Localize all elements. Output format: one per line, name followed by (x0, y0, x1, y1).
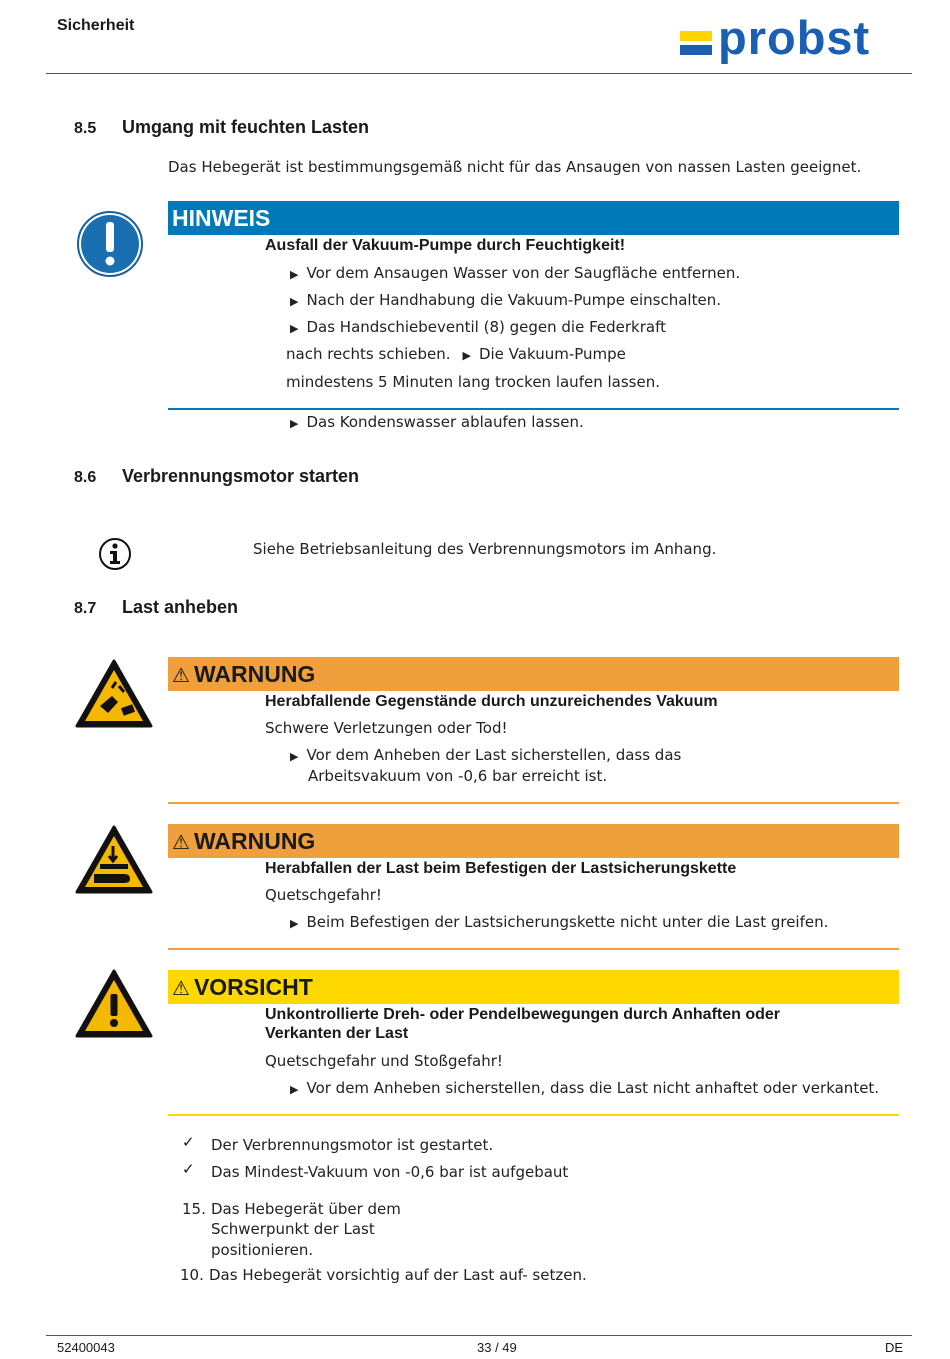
step-text: Schwerpunkt der Last (211, 1220, 375, 1238)
footer-divider (46, 1335, 912, 1336)
prerequisite: Das Mindest-Vakuum von -0,6 bar ist aufgebaut (211, 1163, 569, 1181)
section-number: 8.6 (74, 469, 97, 486)
hinweis-end-rule (168, 408, 899, 410)
step-number: 10. (180, 1266, 204, 1284)
warnung-end-rule (168, 802, 899, 804)
section-number: 8.5 (74, 120, 97, 137)
probst-logo (680, 11, 905, 68)
hinweis-subhead: Ausfall der Vakuum-Pumpe durch Feuchtigkeit! (265, 237, 626, 254)
arrow-bullet-icon: ▶ (290, 417, 299, 430)
warning-triangle-icon: ⚠ (172, 978, 190, 1000)
step-text: Das Hebegerät vorsichtig auf der Last auf- setzen. (209, 1266, 587, 1284)
warning-triangle-icon: ⚠ (172, 665, 190, 687)
warnung-consequence: Quetschgefahr! (265, 886, 382, 904)
list-item: ▶ Das Kondenswasser ablaufen lassen. (290, 413, 584, 431)
step-number: 15. (182, 1200, 206, 1218)
logo-bar-blue (680, 45, 712, 55)
vorsicht-banner (168, 970, 899, 1004)
list-item: ▶ Vor dem Ansaugen Wasser von der Saugfläche entfernen. (290, 264, 741, 282)
warning-triangle-icon: ⚠ (172, 832, 190, 854)
warnung-subhead: Herabfallen der Last beim Befestigen der Lastsicherungskette (265, 860, 737, 877)
warnung-end-rule (168, 948, 899, 950)
section-title: Verbrennungsmotor starten (122, 466, 360, 486)
list-item: ▶ Vor dem Anheben sicherstellen, dass die Last nicht anhaftet oder verkantet. (290, 1079, 880, 1097)
logo-bar-yellow (680, 31, 712, 41)
checkmark-icon: ✓ (182, 1160, 195, 1178)
warnung-label: WARNUNG (193, 661, 316, 687)
step-text: Das Hebegerät über dem (211, 1200, 401, 1218)
header-divider (46, 73, 912, 74)
warnung-label: WARNUNG (193, 828, 316, 854)
list-item: ▶ Beim Befestigen der Lastsicherungskette nicht unter die Last greifen. (290, 913, 829, 931)
hinweis-banner (168, 201, 899, 235)
list-item: ▶ Nach der Handhabung die Vakuum-Pumpe einschalten. (290, 291, 721, 309)
warnung-banner (168, 657, 899, 691)
vorsicht-subhead: Verkanten der Last (265, 1025, 409, 1042)
section-intro: Das Hebegerät ist bestimmungsgemäß nicht für das Ansaugen von nassen Lasten geeignet. (168, 158, 862, 176)
list-item: ▶ Vor dem Anheben der Last sicherstellen, dass das (290, 746, 682, 764)
info-text: Siehe Betriebsanleitung des Verbrennungsmotors im Anhang. (253, 540, 717, 558)
info-icon (98, 537, 132, 571)
crushing-hand-warning-icon (74, 824, 154, 896)
warnung-consequence: Schwere Verletzungen oder Tod! (265, 719, 508, 737)
list-item: nach rechts schieben. ▶ Die Vakuum-Pumpe (286, 345, 626, 363)
mandatory-notice-icon (76, 210, 144, 278)
step-text: positionieren. (211, 1241, 314, 1259)
warnung-banner (168, 824, 899, 858)
hinweis-label: HINWEIS (172, 205, 271, 231)
section-number: 8.7 (74, 600, 97, 617)
page-number: 33 / 49 (477, 1340, 517, 1355)
list-item-continuation: Arbeitsvakuum von -0,6 bar erreicht ist. (308, 767, 608, 785)
warnung-subhead: Herabfallende Gegenstände durch unzureichendes Vakuum (265, 693, 718, 710)
vorsicht-subhead: Unkontrollierte Dreh- oder Pendelbewegungen durch Anhaften oder (265, 1006, 781, 1023)
page-header-title: Sicherheit (57, 17, 135, 34)
prerequisite: Der Verbrennungsmotor ist gestartet. (211, 1136, 494, 1154)
section-title: Last anheben (122, 597, 239, 617)
checkmark-icon: ✓ (182, 1133, 195, 1151)
arrow-bullet-icon: ▶ (290, 917, 299, 930)
arrow-bullet-icon: ▶ (290, 750, 299, 763)
arrow-bullet-icon: ▶ (290, 322, 299, 335)
arrow-bullet-icon: ▶ (290, 1083, 299, 1096)
arrow-bullet-icon: ▶ (290, 268, 299, 281)
arrow-bullet-icon: ▶ (462, 349, 471, 362)
language-code: DE (885, 1340, 904, 1355)
vorsicht-label: VORSICHT (193, 974, 313, 1000)
doc-number: 52400043 (57, 1340, 115, 1355)
general-warning-icon (74, 968, 154, 1040)
list-item: ▶ Das Handschiebeventil (8) gegen die Federkraft (290, 318, 666, 336)
vorsicht-end-rule (168, 1114, 899, 1116)
vorsicht-consequence: Quetschgefahr und Stoßgefahr! (265, 1052, 503, 1070)
list-item: mindestens 5 Minuten lang trocken laufen lassen. (286, 373, 660, 391)
section-title: Umgang mit feuchten Lasten (122, 117, 370, 137)
falling-objects-warning-icon (74, 658, 154, 730)
arrow-bullet-icon: ▶ (290, 295, 299, 308)
logo-text: probst (718, 11, 871, 64)
